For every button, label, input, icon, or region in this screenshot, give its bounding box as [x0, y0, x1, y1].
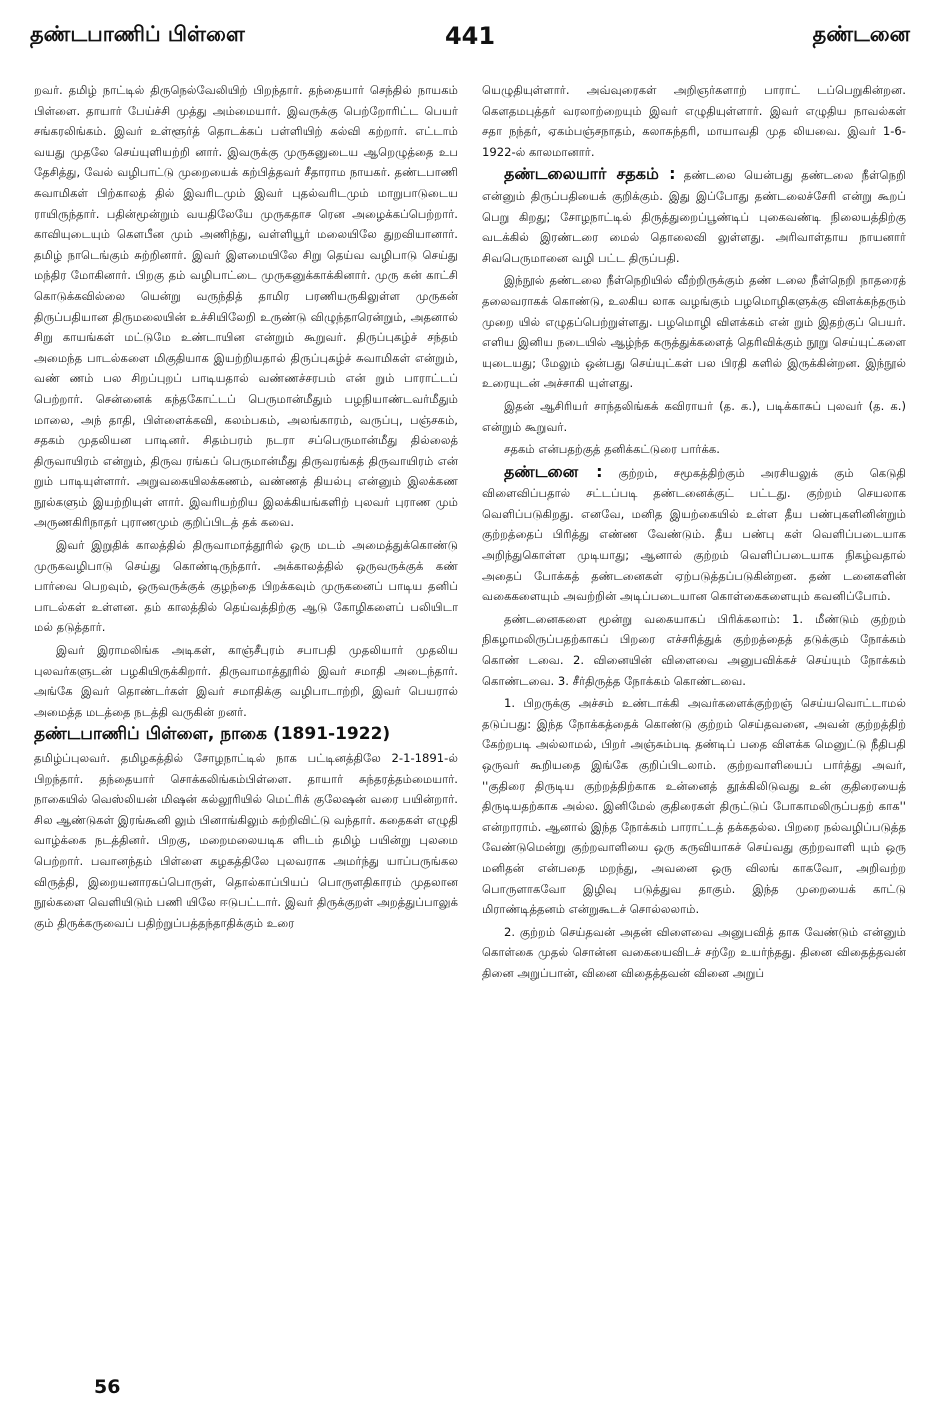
paragraph: இதன் ஆசிரியர் சாந்தலிங்கக் கவிராயர் (த. க.), படிக்காசுப் புலவர் (த. க.) என்றும் கூறுவர்.: [482, 398, 906, 434]
running-head-left: தண்டபாணிப் பிள்ளை: [30, 22, 245, 46]
paragraph: யெழுதியுள்ளார். அவ்வுரைகள் அறிஞர்களாற் பாராட் டப்பெறுகின்றன. கௌதமபுத்தர் வரலாற்றையும் இவர் எழுதியுள்ளார். இவர் எழுதிய நாவல்கள் சதா நந்தர், ஏகம்பஞ்சநாதம், கலாசுந்தரி, மாயாவதி முத லியவை. இவர் 1-6-1922-ல் காலமானார்.: [482, 83, 906, 159]
paragraph: தமிழ்ப்புலவர். தமிழகத்தில் சோழநாட்டில் நாக பட்டினத்திலே 2-1-1891-ல் பிறந்தார். தந்தையார் சொக்கலிங்கம்பிள்ளை. தாயார் சுந்தரத்தம்மையார். நாகையில் வெஸ்லியன் மிஷன் கல்லூரியில் மெட்ரிக் குலேஷன் வரை பயின்றார். சில ஆண்டுகள் இரங்கூனி லும் பினாங்கிலும் சுற்றிவிட்டு வந்தார். கதைகள் எழுதி வாழ்க்கை நடத்தினர். பிறகு, மறைமலையடிக ளிடம் தமிழ் பயின்று புலமை பெற்றார். பவானந்தம் பிள்ளை கழகத்திலே புலவராக அமர்ந்து யாப்பருங்கல விருத்தி, இறையனாரகப்பொருள், தொல்காப்பியப் பொருளதிகாரம் முதலான நூல்களை வெளியிடும் பணி யிலே ஈடுபட்டார். இவர் திருக்குறள் அறத்துப்பாலுக் கும் திருக்கருவைப் பதிற்றுப்பத்தந்தாதிக்கும் உரை: [34, 751, 458, 930]
page-footer-number: 56: [94, 1376, 121, 1398]
page-number: 441: [444, 22, 496, 50]
paragraph: சதகம் என்பதற்குத் தனிக்கட்டுரை பார்க்க.: [504, 442, 720, 457]
paragraph: தண்டனைகளை மூன்று வகையாகப் பிரிக்கலாம்: 1. மீண்டும் குற்றம் நிகழாமலிருப்பதற்காகப் பிறரை எச்சரித்துக் குற்றத்தைத் தடுக்கும் நோக்கம் கொண் டவை. 2. வினையின் விளைவை அனுபவிக்கச் செய்யும் நோக்கம் கொண்டவை. 3. சீர்திருத்த நோக்கம் கொண்டவை.: [482, 611, 906, 688]
entry-title: தண்டனை :: [504, 461, 603, 481]
paragraph: குற்றம், சமூகத்திற்கும் அரசியலுக் கும் கெடுதி விளைவிப்பதால் சட்டப்படி தண்டனைக்குட் பட்டது. குற்றம் செயலாக வெளிப்படுகிறது. எனவே, மனித இயற்கையில் உள்ள தீய பண்புகளினின்றும் குற்றத்தைப் பிரித்து எண்ண வேண்டும். தீய பண்பு கள் வெளிப்படையாக அறிந்துகொள்ள முடியாது; ஆனால் குற்றம் வெளிப்படையாக நிகழ்வதால் அதைப் போக்கத் தண்டனைகள் ஏற்படுத்தப்படுகின்றன. தண் டனைகளின் வகைகளையும் அவற்றின் அடிப்படையான கொள்கைகளையும் கவனிப்போம்.: [482, 465, 906, 604]
paragraph: இவர் இறுதிக் காலத்தில் திருவாமாத்தூரில் ஒரு மடம் அமைத்துக்கொண்டு முருகவழிபாடு செய்து கொண்டிருந்தார். அக்காலத்தில் ஒருவருக்குக் கண் பார்வை பெறவும், ஒருவருக்குக் குழந்தை பிறக்கவும் முருகனைப் பாடிய தனிப் பாடல்கள் உள்ளன. தம் காலத்தில் தெய்வத்திற்கு ஆடு கோழிகளைப் பலியிடா மல் தடுத்தார்.: [34, 538, 458, 635]
entry-title: தண்டபாணிப் பிள்ளை, நாகை (1891-1922): [34, 724, 391, 745]
entry-title: தண்டலையார் சதகம் :: [504, 164, 676, 184]
right-column: [482, 80, 906, 1370]
paragraph: இந்நூல் தண்டலை நீள்நெறியில் வீற்றிருக்கும் தண் டலை நீள்நெறி நாதரைத் தலைவராகக் கொண்டு, உலகிய லாக வழங்கும் பழமொழிகளுக்கு விளக்கந்தரும் முறை யில் எழுதப்பெற்றுள்ளது. பழமொழி விளக்கம் என் றும் இதற்குப் பெயர். எளிய இனிய நடையில் ஆழ்ந்த கருத்துக்களைத் தெரிவிக்கும் நூறு செய்யுட்களை யுடையது; மேலும் ஒன்பது செய்யுட்கள் பல பிரதி களில் இருக்கின்றன. இந்நூல் உரையுடன் அச்சாகி யுள்ளது.: [482, 273, 906, 391]
page-header: [30, 22, 910, 62]
paragraph: இவர் இராமலிங்க அடிகள், காஞ்சீபுரம் சபாபதி முதலியார் முதலிய புலவர்களுடன் பழகியிருக்கிறார். திருவாமாத்தூரில் இவர் சமாதி அடைந்தார். அங்கே இவர் தொண்டர்கள் இவர் சமாதிக்கு வழிபாடாற்றி, இவர் பெயரால் அமைத்த மடத்தை நடத்தி வருகின் றனர்.: [34, 643, 458, 719]
paragraph: 1. பிறருக்கு அச்சம் உண்டாக்கி அவர்களைக்குற்றஞ் செய்யவொட்டாமல் தடுப்பது: இந்த நோக்கத்தைக் கொண்டு குற்றம் செய்தவனை, அவன் குற்றத்திற் கேற்றபடி அல்லாமல், பிறர் அஞ்சும்படி தண்டிப் பதை விளக்க மெனுட்டு நீதிபதி ஒருவர் கூறியதை இங்கே குறிப்பிடலாம். குற்றவாளியைப் பார்த்து அவர், ''குதிரை திருடிய குற்றத்திற்காக உன்னைத் தூக்கிலிடுவது உன் குதிரையைத் திருடியதற்காக அல்ல. இனிமேல் குதிரைகள் திருட்டுப் போகாமலிருப்பதற் காக'' என்றாராம். ஆனால் இந்த நோக்கம் பாராட்டத் தக்கதல்ல. பிறரை நல்வழிப்படுத்த வேண்டுமென்று குற்றவாளியை ஒரு கருவியாகச் செய்வது குற்றவாளி யும் ஒரு மனிதன் என்பதை மறந்து, அவனை ஒரு விலங் காகவோ, அறிவற்ற பொருளாகவோ இழிவு படுத்துவ தாகும். இந்த முறையைக் காட்டு மிராண்டித்தனம் என்றுகூடச் சொல்லலாம்.: [482, 696, 906, 917]
paragraph: றவர். தமிழ் நாட்டில் திருநெல்வேலியிற் பிறந்தார். தந்தையார் செந்தில் நாயகம் பிள்ளை. தாயார் பேய்ச்சி முத்து அம்மையார். இவருக்கு பெற்றோரிட்ட பெயர் சங்கரலிங்கம். இவர் உள்ளூர்த் தொடக்கப் பள்ளியிற் கல்வி கற்றார். எட்டாம் வயது முதலே செய்யுளியற்றி னார். இவருக்கு முருகனுடைய ஆறெழுத்தை உப தேசித்து, வேல் வழிபாட்டு முறையைக் கற்பித்தவர் சீதாராம நாயகர். தண்டபாணி சுவாமிகள் பிற்காலத் தில் இவரிடமும் இவர் புதல்வரிடமும் மாறுபாடுடைய ராயிருந்தார். பதின்மூன்றும் வயதிலேயே முருகதாச ரென அழைக்கப்பெற்றார். காவியுடையும் கௌபீன மும் அணிந்து, வள்ளியூர் மலையிலே துறவியானார். தமிழ் நாடெங்கும் சுற்றினார். இவர் இளமையிலே சிறு தெய்வ வழிபாடு செய்து மந்திர மோகினார். பிறகு தம் வழிபாட்டை முருகனுக்காக்கினார். முரு கன் காட்சி கொடுக்கவில்லை யென்று வருந்தித் தாமிர பரணியருகிலுள்ள முருகன் திருப்பதியான திருமலையின் உச்சியிலேறி உருண்டு விழுந்தாரென்றும், அதனால் சிறு காயங்கள் மட்டுமே உண்டாயின என்றும் கூறுவர். திருப்புகழ்ச் சந்தம் அமைந்த பாடல்களை மிகுதியாக இயற்றியதால் திருப்புகழ்ச் சுவாமிகள் என்றும், வண் ணம் பல சிறப்புறப் பாடியதால் வண்ணச்சரபம் என் றும் பாராட்டப் பெற்றார். சென்னைக் கந்தகோட்டப் பெருமான்மீதும் பழநியாண்டவர்மீதும் மாலை, அந் தாதி, பிள்ளைக்கவி, கலம்பகம், அலங்காரம், வருப்பு, பஞ்சகம், சதகம் முதலியன பாடினர். சிதம்பரம் நடரா சப்பெருமான்மீது தில்லைத் திருவாயிரம் என்றும், திருவ ரங்கப் பெருமான்மீது திருவரங்கத் திருவாயிரம் என் றும் பாடியுள்ளார். அறுவகையிலக்கணம், வண்ணத் தியல்பு என்னும் இலக்கண நூல்களும் இயற்றியுள் ளார். இவரியற்றிய இலக்கியங்களிற் புலவர் புராண மும் அருணகிரிநாதர் புராணமும் குறிப்பிடத் தக் கவை.: [34, 83, 458, 530]
left-column: [34, 80, 458, 1370]
paragraph: தண்டலை யென்பது தண்டலை நீள்நெறி என்னும் திருப்பதியைக் குறிக்கும். இது இப்போது தண்டலைச்சேரி என்று கூறப் பெறு கிறது; சோழநாட்டில் திருத்துறைப்பூண்டிப் புகைவண்டி நிலையத்திற்கு வடக்கில் இரண்டரை மைல் தொலைவி லுள்ளது. அரிவாள்தாய நாயனார் சிவபெருமானை வழி பட்ட திருப்பதி.: [482, 168, 906, 265]
paragraph: 2. குற்றம் செய்தவன் அதன் விளைவை அனுபவித் தாக வேண்டும் என்னும் கொள்கை முதல் சொன்ன வகையைவிடச் சற்றே உயர்ந்தது. தினை விதைத்தவன் தினை அறுப்பான், வினை விதைத்தவன் வினை அறுப்: [482, 924, 906, 980]
running-head-right: தண்டனை: [812, 22, 910, 46]
